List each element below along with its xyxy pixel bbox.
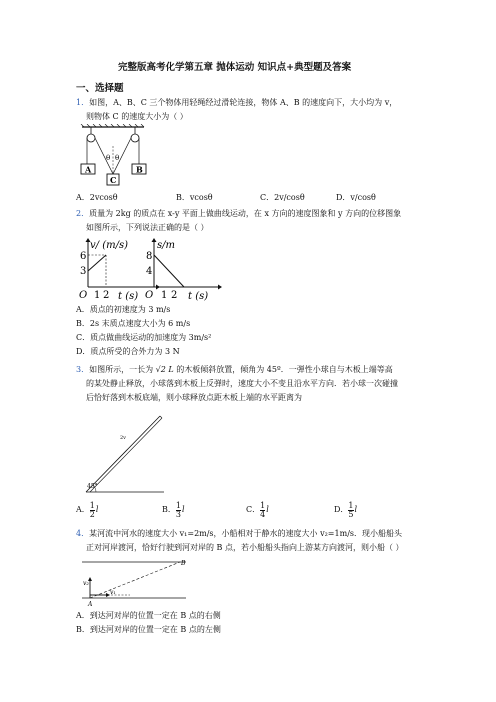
graph1-ylabel: v/ (m/s) <box>90 240 128 251</box>
pulley-figure <box>80 124 152 188</box>
q1-option-b[interactable]: B．vcosθ <box>176 193 213 202</box>
graph1-xtick-2: 2 <box>103 290 110 301</box>
graph2-xtick-2: 2 <box>171 290 178 301</box>
question-3-line-2: 的某处静止释放，小球落到木板上反弹时，速度大小不变且沿水平方向．若小球一次碰撞 <box>86 379 398 388</box>
graph2-xlabel: t (s) <box>188 291 209 301</box>
question-1-text-1: 如图，A、B、C 三个物体用轻绳经过滑轮连接，物体 A、B 的速度向下，大小均为 v， <box>89 98 398 107</box>
incline-angle-label: 45° <box>87 483 98 490</box>
graph2-ytick-4: 4 <box>146 266 153 277</box>
river-v2-label: v₂ <box>83 580 89 587</box>
question-3-text-1c: 的木板倾斜放置，倾角为 45º．一弹性小球自与木板上端等高 <box>176 365 393 374</box>
theta-right-label: θ <box>115 154 120 162</box>
q3-option-a-letter: A． <box>76 505 90 514</box>
question-4-line-2: 正对河岸渡河，恰好行驶到河对岸的 B 点，若小船船头指向上游某方向渡河，则小船（ ） <box>86 543 404 552</box>
block-b-label: B <box>136 164 143 175</box>
q3-option-d-fraction: $\frac{1}{5}$ <box>348 500 354 519</box>
q3-option-c-var: l <box>266 505 269 514</box>
q3-option-d-letter: D． <box>334 505 349 514</box>
page-title: 完整版高考化学第五章 抛体运动 知识点+典型题及答案 <box>118 62 352 73</box>
question-2-line-1 <box>76 208 401 220</box>
question-3-line-3: 后恰好落到木板底端，则小球释放点距木板上端的水平距离为 <box>86 393 302 402</box>
graph1-origin: O <box>79 290 88 301</box>
question-2-text-1: 质量为 2kg 的质点在 x-y 平面上做曲线运动，在 x 方向的速度图象和 y 方向的位移图象 <box>89 209 402 218</box>
section-heading: 一、选择题 <box>76 83 124 94</box>
q1-option-d[interactable]: D．v/cosθ <box>336 193 376 202</box>
q4-option-a[interactable]: A．到达河对岸的位置一定在 B 点的右侧 <box>76 611 221 620</box>
q3-option-d[interactable] <box>334 496 357 524</box>
river-point-b: B <box>181 560 186 567</box>
question-4-number: 4． <box>76 529 90 538</box>
q2-option-a[interactable]: A．质点的初速度为 3 m/s <box>76 305 171 314</box>
q3-option-c-letter: C． <box>246 505 261 514</box>
q2-option-c[interactable]: C．质点做曲线运动的加速度为 3m/s² <box>76 333 212 342</box>
graph2-origin: O <box>145 290 154 301</box>
q1-option-c[interactable]: C．2v/cosθ <box>260 193 305 202</box>
block-c-label: C <box>110 175 117 185</box>
displacement-time-graph <box>144 237 222 301</box>
question-1-line-2: 则物体 C 的速度大小为（ ） <box>86 112 188 121</box>
q3-option-c-fraction: $\frac{1}{4}$ <box>260 500 266 519</box>
q3-option-b[interactable] <box>162 496 185 524</box>
question-2-number: 2． <box>76 209 90 218</box>
q2-option-b[interactable]: B．2s 末质点速度大小为 6 m/s <box>76 319 191 328</box>
question-4-text-1: 某河流中河水的速度大小 v₁=2m/s，小船相对于静水的速度大小 v₂=1m/s．现小船船头 <box>89 529 402 538</box>
graph1-xtick-1: 1 <box>94 290 101 301</box>
q3-option-a-fraction: $\frac{1}{2}$ <box>89 500 95 519</box>
q2-option-d[interactable]: D．质点所受的合外力为 3 N <box>76 347 180 356</box>
question-2-line-2: 如图所示，下列说法正确的是（ ） <box>86 223 209 232</box>
question-4-line-1 <box>76 528 402 540</box>
q3-option-a-var: l <box>95 505 99 514</box>
graph2-xtick-1: 1 <box>161 290 168 301</box>
question-3-text-1a: 如图所示，一长为 <box>89 365 154 374</box>
question-1-number: 1． <box>76 98 90 107</box>
incline-figure <box>84 412 166 494</box>
q4-option-b[interactable]: B．到达河对岸的位置一定在 B 点的左侧 <box>76 625 221 634</box>
graph2-ytick-8: 8 <box>146 251 153 262</box>
river-v1-label: v₁ <box>110 589 116 596</box>
river-point-a: A <box>88 601 93 607</box>
block-a-label: A <box>85 164 92 175</box>
incline-mark-label: 2v <box>120 435 127 441</box>
question-3-sqrt-length: √2 L <box>155 365 174 374</box>
q3-option-b-letter: B． <box>162 505 176 514</box>
q3-option-b-fraction: $\frac{1}{3}$ <box>175 500 181 519</box>
question-1-line-1 <box>76 97 397 109</box>
q3-option-b-var: l <box>181 505 185 514</box>
q3-option-c[interactable] <box>246 496 269 524</box>
right-pulley-icon <box>131 134 139 142</box>
graph1-xlabel: t (s) <box>118 291 139 301</box>
theta-left-label: θ <box>106 154 111 162</box>
graph1-ytick-3: 3 <box>80 266 87 277</box>
q3-option-a[interactable] <box>76 496 98 524</box>
q1-option-a[interactable]: A．2vcosθ <box>76 193 118 202</box>
graph2-ylabel: s/m <box>157 240 175 251</box>
left-pulley-icon <box>87 134 95 142</box>
question-3-line-1 <box>76 364 393 376</box>
river-figure <box>80 557 190 607</box>
q3-option-d-var: l <box>354 505 358 514</box>
graph1-ytick-6: 6 <box>80 251 87 262</box>
question-3-number: 3． <box>76 365 90 374</box>
